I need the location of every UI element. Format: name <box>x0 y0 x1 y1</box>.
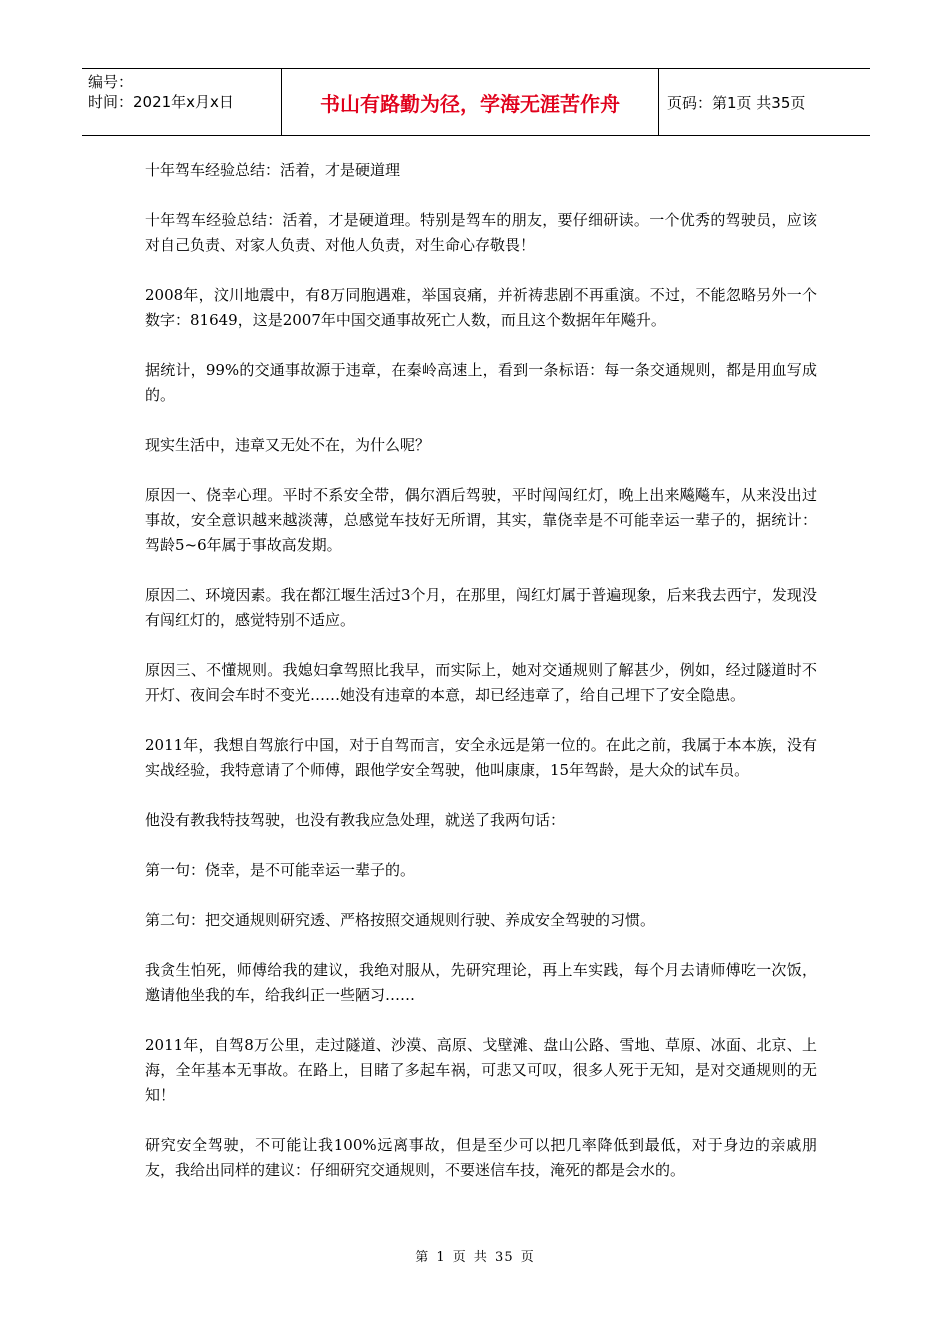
paragraph: 2011年，我想自驾旅行中国，对于自驾而言，安全永远是第一位的。在此之前，我属于本本族，没有实战经验，我特意请了个师傅，跟他学安全驾驶，他叫康康，15年驾龄，是大众的试车员。 <box>145 736 817 779</box>
paragraph: 我贪生怕死，师傅给我的建议，我绝对服从，先研究理论，再上车实践，每个月去请师傅吃一次饭，邀请他坐我的车，给我纠正一些陋习…… <box>145 961 817 1004</box>
paragraph: 第二句：把交通规则研究透、严格按照交通规则行驶、养成安全驾驶的习惯。 <box>145 911 656 929</box>
paragraph: 研究安全驾驶，不可能让我100%远离事故，但是至少可以把几率降低到最低，对于身边的亲戚朋友，我给出同样的建议：仔细研究交通规则，不要迷信车技，淹死的都是会水的。 <box>145 1136 817 1179</box>
paragraph: 十年驾车经验总结：活着，才是硬道理。特别是驾车的朋友，要仔细研读。一个优秀的驾驶员，应该对自己负责、对家人负责、对他人负责，对生命心存敬畏！ <box>145 211 817 254</box>
paragraph: 原因三、不懂规则。我媳妇拿驾照比我早，而实际上，她对交通规则了解甚少，例如，经过隧道时不开灯、夜间会车时不变光……她没有违章的本意，却已经违章了，给自己埋下了安全隐患。 <box>145 661 817 704</box>
paragraph: 原因一、侥幸心理。平时不系安全带，偶尔酒后驾驶，平时闯闯红灯，晚上出来飚飚车，从来没出过事故，安全意识越来越淡薄，总感觉车技好无所谓，其实，靠侥幸是不可能幸运一辈子的，据统计：驾龄5~6年属于事故高发期。 <box>145 486 817 554</box>
header-page-info: 页码：第1页 共35页 <box>667 93 806 112</box>
page-footer <box>0 1246 950 1265</box>
paragraph: 现实生活中，违章又无处不在，为什么呢？ <box>145 436 431 454</box>
header-page-info-cell <box>659 69 870 135</box>
paragraph: 2011年，自驾8万公里，走过隧道、沙漠、高原、戈壁滩、盘山公路、雪地、草原、冰面、北京、上海，全年基本无事故。在路上，目睹了多起车祸，可悲又可叹，很多人死于无知，是对交通规则的无知！ <box>145 1036 817 1104</box>
header-motto-cell <box>281 69 659 135</box>
header-meta <box>82 69 281 135</box>
paragraph: 他没有教我特技驾驶，也没有教我应急处理，就送了我两句话： <box>145 811 566 829</box>
document-header <box>82 68 870 136</box>
document-number-label: 编号： <box>88 73 134 91</box>
document-date-label: 时间：2021年x月x日 <box>88 93 234 111</box>
document-title: 十年驾车经验总结：活着，才是硬道理 <box>145 161 401 179</box>
footer-page-number: 第 1 页 共 35 页 <box>415 1250 535 1265</box>
header-motto: 书山有路勤为径，学海无涯苦作舟 <box>320 91 620 116</box>
document-body <box>145 158 817 1208</box>
paragraph: 2008年，汶川地震中，有8万同胞遇难，举国哀痛，并祈祷悲剧不再重演。不过，不能忽略另外一个数字：81649，这是2007年中国交通事故死亡人数，而且这个数据年年飚升。 <box>145 286 817 329</box>
paragraph: 原因二、环境因素。我在都江堰生活过3个月，在那里，闯红灯属于普遍现象，后来我去西宁，发现没有闯红灯的，感觉特别不适应。 <box>145 586 817 629</box>
paragraph: 第一句：侥幸，是不可能幸运一辈子的。 <box>145 861 416 879</box>
paragraph: 据统计，99%的交通事故源于违章，在秦岭高速上，看到一条标语：每一条交通规则，都是用血写成的。 <box>145 361 817 404</box>
